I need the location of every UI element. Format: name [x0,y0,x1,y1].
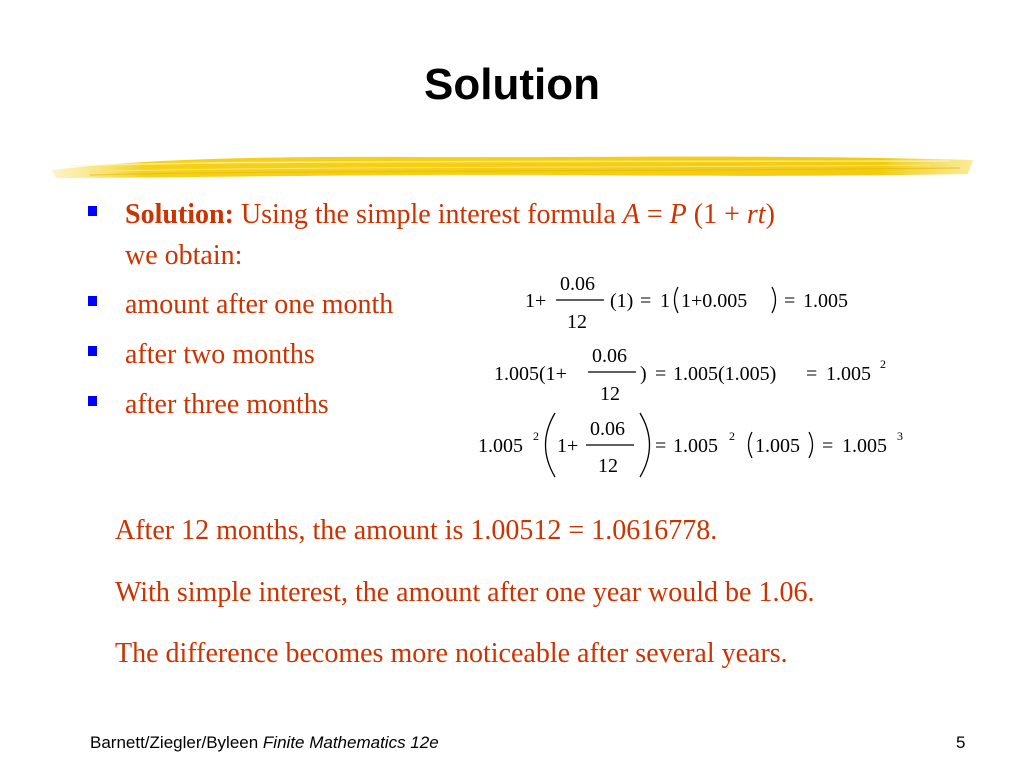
eq1-equals-1: = [640,290,652,312]
eq3-exponent-1: 2 [533,429,539,443]
eq2-pre: 1.005(1+ [494,363,567,385]
eq3-denominator: 12 [598,455,618,477]
eq2-denominator: 12 [600,383,620,405]
bullet-text: amount after one month [125,289,394,320]
eq3-exponent-2: 2 [729,429,735,443]
footer-authors: Barnett/Ziegler/Byleen [90,733,263,752]
eq1-pre: 1+ [525,290,547,312]
eq2-exponent: 2 [880,357,886,371]
formula-close: ) [765,199,775,230]
eq3-base: 1.005 [478,435,523,457]
formula-eq: = [639,199,670,230]
formula-rt: rt [746,199,766,230]
eq1-equals-2: = [784,290,796,312]
eq3-equals-1: = [655,435,667,457]
paragraph-difference: The difference becomes more noticeable after several years. [115,638,788,669]
eq1-denominator: 12 [567,311,587,333]
footer-book-title: Finite Mathematics 12e [262,733,439,752]
eq1-one: 1 [660,290,670,312]
eq2-equals-2: = [806,363,818,385]
eq2-equals-1: = [655,363,667,385]
formula-mid: (1 + [686,199,747,230]
paragraph-twelve-months: After 12 months, the amount is 1.00512 = 1.0616778. [115,515,718,546]
eq2-mid: 1.005(1.005) [673,363,777,385]
eq3-result: 1.005 [842,435,887,457]
eq2-post: ) [640,363,647,385]
bullet-continuation: we obtain: [125,240,243,271]
footer-citation [90,733,439,753]
eq3-exponent-3: 3 [897,429,903,443]
eq3-one-plus: 1+ [557,435,579,457]
eq3-paren-value: 1.005 [755,435,800,457]
eq1-inner: 1+0.005 [681,290,748,312]
eq3-right-big-paren [640,413,650,477]
page-number: 5 [956,733,966,752]
eq1-result: 1.005 [803,290,848,312]
eq3-base-2: 1.005 [673,435,718,457]
bullet-text: after two months [125,339,315,370]
eq1-post: (1) [610,290,634,312]
eq2-numerator: 0.06 [592,345,627,367]
bullet-text: Using the simple interest formula [233,199,623,230]
paragraph-simple-interest: With simple interest, the amount after one year would be 1.06. [115,577,815,608]
slide-title: Solution [424,60,600,109]
eq1-numerator: 0.06 [560,273,595,295]
bullet-text: after three months [125,389,329,420]
eq3-right-paren [809,432,813,458]
eq3-equals-2: = [822,435,834,457]
formula-p: P [669,199,687,230]
eq3-left-paren [749,432,753,458]
bullet-lead: Solution: [125,199,234,230]
eq2-result: 1.005 [826,363,871,385]
eq3-numerator: 0.06 [590,418,625,440]
eq3-left-big-paren [546,413,556,477]
formula-a: A [622,199,640,230]
